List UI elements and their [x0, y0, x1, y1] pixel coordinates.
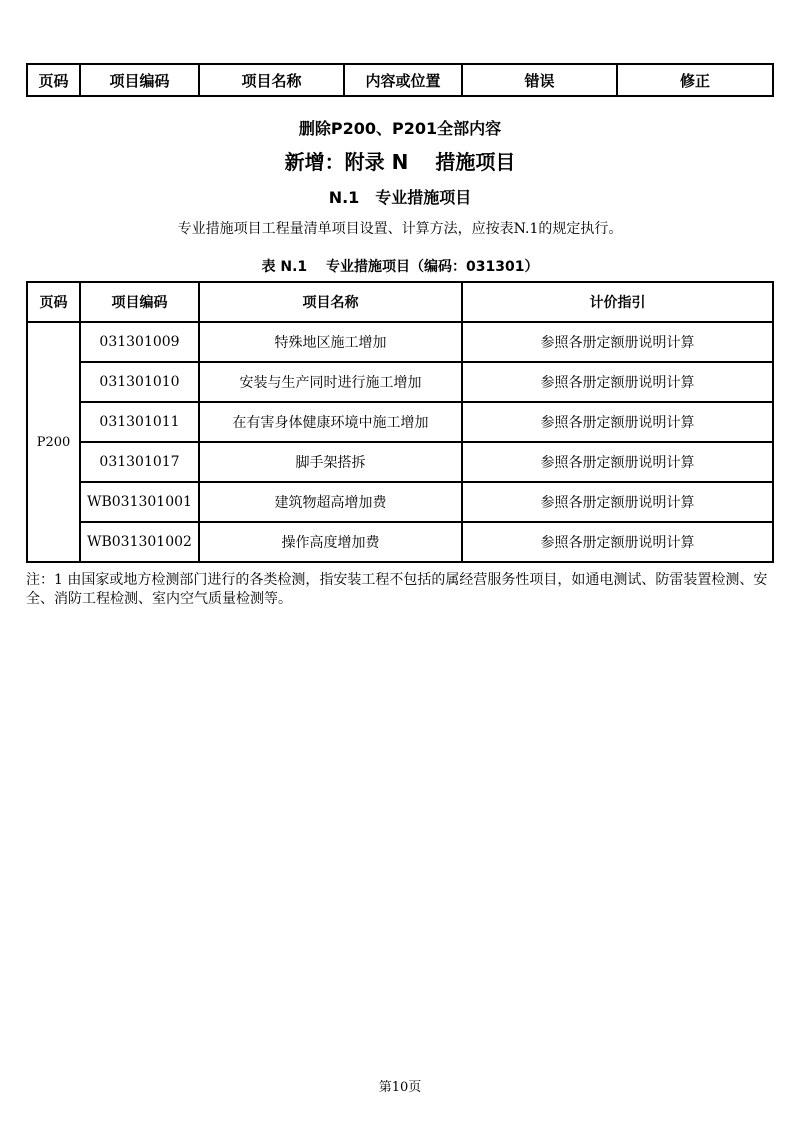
row-name: 特殊地区施工增加: [199, 322, 462, 362]
row-code: 031301010: [80, 362, 199, 402]
errata-col-name: 项目名称: [199, 64, 344, 96]
row-pricing: 参照各册定额册说明计算: [462, 322, 773, 362]
delete-notice: 删除P200、P201全部内容: [298, 119, 502, 138]
row-code: WB031301002: [80, 522, 199, 562]
row-pricing: 参照各册定额册说明计算: [462, 482, 773, 522]
table-row: [27, 402, 773, 442]
errata-col-code: 项目编码: [80, 64, 199, 96]
measures-col-code: 项目编码: [80, 282, 199, 322]
page-cell: P200: [27, 322, 80, 562]
row-pricing: 参照各册定额册说明计算: [462, 522, 773, 562]
row-code: 031301011: [80, 402, 199, 442]
row-pricing: 参照各册定额册说明计算: [462, 402, 773, 442]
page-number: 第10页: [378, 1080, 422, 1095]
measures-table: [26, 281, 774, 563]
table-row: [27, 362, 773, 402]
table-row: [27, 322, 773, 362]
appendix-title: 新增：附录 N 措施项目: [284, 150, 516, 174]
table-row: [27, 442, 773, 482]
section-title: N.1 专业措施项目: [328, 188, 472, 207]
errata-col-error: 错误: [462, 64, 617, 96]
errata-header-table: [26, 63, 774, 97]
table-note: 注：1 由国家或地方检测部门进行的各类检测，指安装工程不包括的属经营服务性项目，如通电测试、防雷装置检测、安全、消防工程检测、室内空气质量检测等。: [26, 572, 768, 607]
row-code: 031301009: [80, 322, 199, 362]
row-code: WB031301001: [80, 482, 199, 522]
row-name: 操作高度增加费: [199, 522, 462, 562]
row-name: 在有害身体健康环境中施工增加: [199, 402, 462, 442]
errata-col-page: 页码: [27, 64, 80, 96]
row-name: 安装与生产同时进行施工增加: [199, 362, 462, 402]
measures-header-row: [27, 282, 773, 322]
errata-col-location: 内容或位置: [344, 64, 462, 96]
row-name: 脚手架搭拆: [199, 442, 462, 482]
errata-header-row: [27, 64, 773, 96]
table-row: [27, 522, 773, 562]
row-pricing: 参照各册定额册说明计算: [462, 442, 773, 482]
errata-col-correction: 修正: [617, 64, 773, 96]
row-pricing: 参照各册定额册说明计算: [462, 362, 773, 402]
intro-text: 专业措施项目工程量清单项目设置、计算方法，应按表N.1的规定执行。: [177, 221, 623, 237]
measures-col-page: 页码: [27, 282, 80, 322]
table-caption: 表 N.1 专业措施项目（编码：031301）: [261, 259, 539, 275]
measures-col-name: 项目名称: [199, 282, 462, 322]
row-name: 建筑物超高增加费: [199, 482, 462, 522]
measures-col-pricing: 计价指引: [462, 282, 773, 322]
table-row: [27, 482, 773, 522]
row-code: 031301017: [80, 442, 199, 482]
